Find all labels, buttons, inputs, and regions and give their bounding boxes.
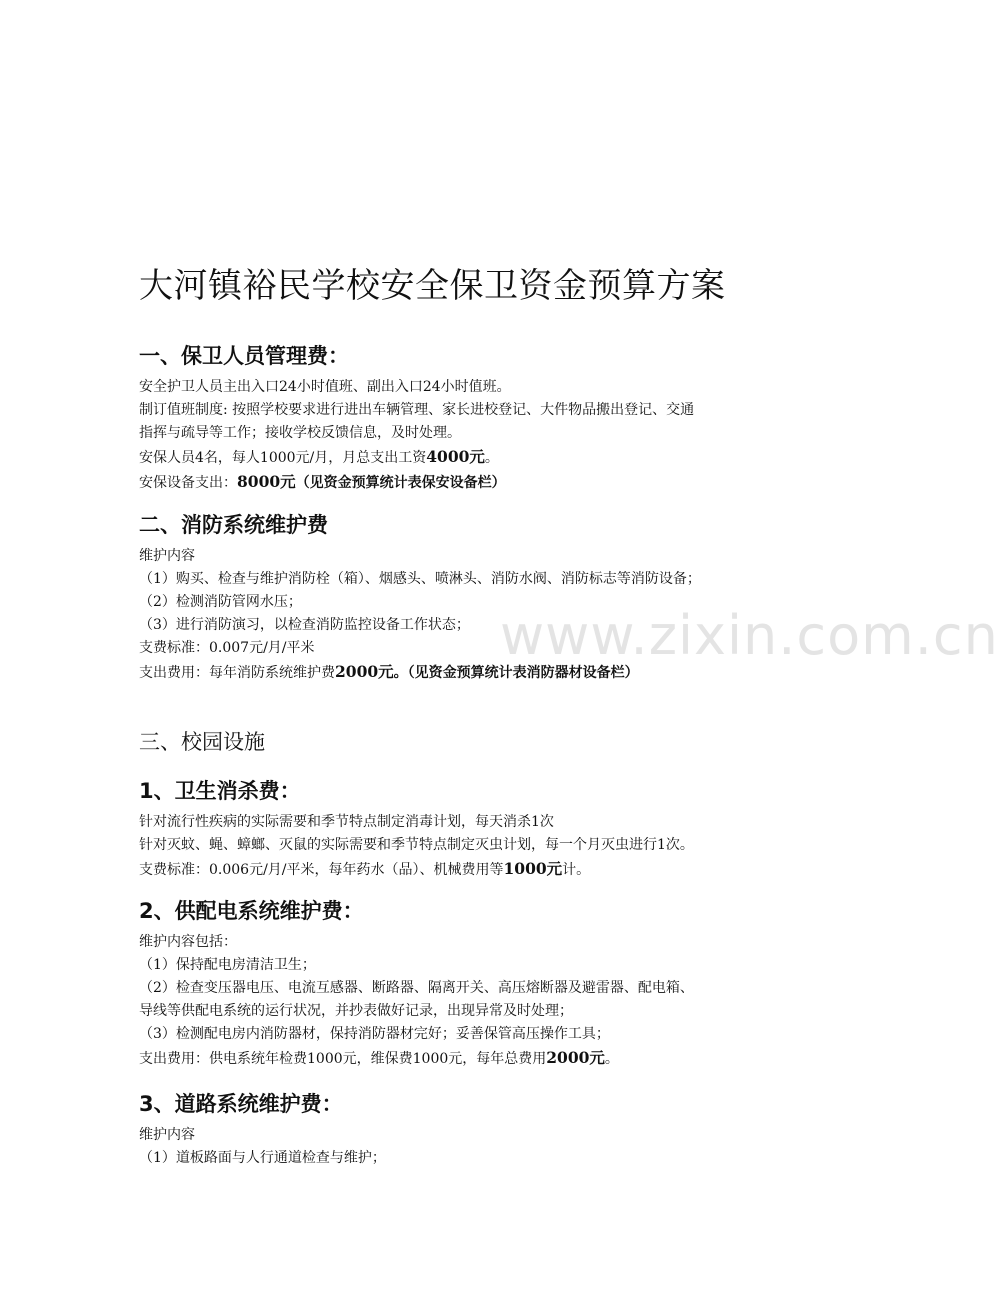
section-2-heading: 二、消防系统维护费	[139, 513, 328, 537]
text-run: 。	[484, 450, 499, 466]
amount-value: 1000元	[503, 859, 563, 878]
text-run: 。	[604, 1051, 619, 1067]
amount-value: 2000元	[546, 1048, 605, 1067]
paragraph-line: 维护内容	[139, 1127, 195, 1143]
paragraph-line	[139, 1046, 799, 1071]
text-run: 支出费用：供电系统年检费1000元，维保费1000元，每年总费用	[139, 1051, 547, 1067]
subsection-2-body	[139, 931, 799, 1071]
section-3-heading: 三、校园设施	[139, 730, 265, 754]
paragraph-line: 导线等供配电系统的运行状况，并抄表做好记录，出现异常及时处理；	[139, 1003, 573, 1019]
paragraph-line: （3）进行消防演习，以检查消防监控设备工作状态；	[139, 617, 470, 633]
paragraph-line: （2）检查变压器电压、电流互感器、断路器、隔离开关、高压熔断器及避雷器、配电箱、	[139, 980, 694, 996]
subsection-1-heading: 1、卫生消杀费：	[139, 779, 301, 803]
subsection-2-heading: 2、供配电系统维护费：	[139, 899, 364, 923]
section-1-heading: 一、保卫人员管理费：	[139, 344, 349, 368]
paragraph-line: 维护内容包括：	[139, 934, 237, 950]
paragraph-line: （1）保持配电房清洁卫生；	[139, 957, 316, 973]
document-title: 大河镇裕民学校安全保卫资金预算方案	[139, 266, 726, 306]
paragraph-line: 指挥与疏导等工作；接收学校反馈信息，及时处理。	[139, 425, 461, 441]
amount-value: 4000元	[426, 447, 485, 466]
paragraph-line: （3）检测配电房内消防器材，保持消防器材完好；妥善保管高压操作工具；	[139, 1026, 610, 1042]
text-run: 安保人员4名，每人1000元/月，月总支出工资	[139, 450, 427, 466]
note-text: 。（见资金预算统计表消防器材设备栏）	[393, 665, 639, 681]
section-2-body	[139, 545, 799, 685]
paragraph-line	[139, 445, 799, 470]
section-1-body	[139, 376, 799, 495]
paragraph-line: （1）购买、检查与维护消防栓（箱）、烟感头、喷淋头、消防水阀、消防标志等消防设备；	[139, 571, 701, 587]
paragraph-line	[139, 660, 799, 685]
paragraph-line	[139, 470, 799, 495]
paragraph-line: 针对灭蚊、蝇、蟑螂、灭鼠的实际需要和季节特点制定灭虫计划，每一个月灭虫进行1次。	[139, 837, 694, 853]
paragraph-line: 安全护卫人员主出入口24小时值班、副出入口24小时值班。	[139, 379, 511, 395]
paragraph-line: （2）检测消防管网水压；	[139, 594, 302, 610]
note-text: （见资金预算统计表保安设备栏）	[295, 475, 506, 491]
text-run: 支费标准：0.006元/月/平米，每年药水（品）、机械费用等	[139, 862, 504, 878]
paragraph-line	[139, 857, 799, 882]
text-run: 安保设备支出：	[139, 475, 237, 491]
subsection-3-body	[139, 1124, 799, 1170]
paragraph-line: 针对流行性疾病的实际需要和季节特点制定消毒计划，每天消杀1次	[139, 814, 554, 830]
text-run: 支出费用：每年消防系统维护费	[139, 665, 335, 681]
paragraph-line: 制订值班制度: 按照学校要求进行进出车辆管理、家长进校登记、大件物品搬出登记、交通	[139, 402, 695, 418]
paragraph-line: 支费标准：0.007元/月/平米	[139, 640, 315, 656]
watermark-text: www.zixin.com.cn	[500, 604, 999, 667]
amount-value: 8000元	[237, 472, 296, 491]
subsection-1-body	[139, 811, 799, 882]
text-run: 计。	[562, 862, 591, 878]
paragraph-line: （1）道板路面与人行通道检查与维护；	[139, 1150, 386, 1166]
amount-value: 2000元	[335, 662, 394, 681]
subsection-3-heading: 3、道路系统维护费：	[139, 1092, 343, 1116]
paragraph-line: 维护内容	[139, 548, 195, 564]
